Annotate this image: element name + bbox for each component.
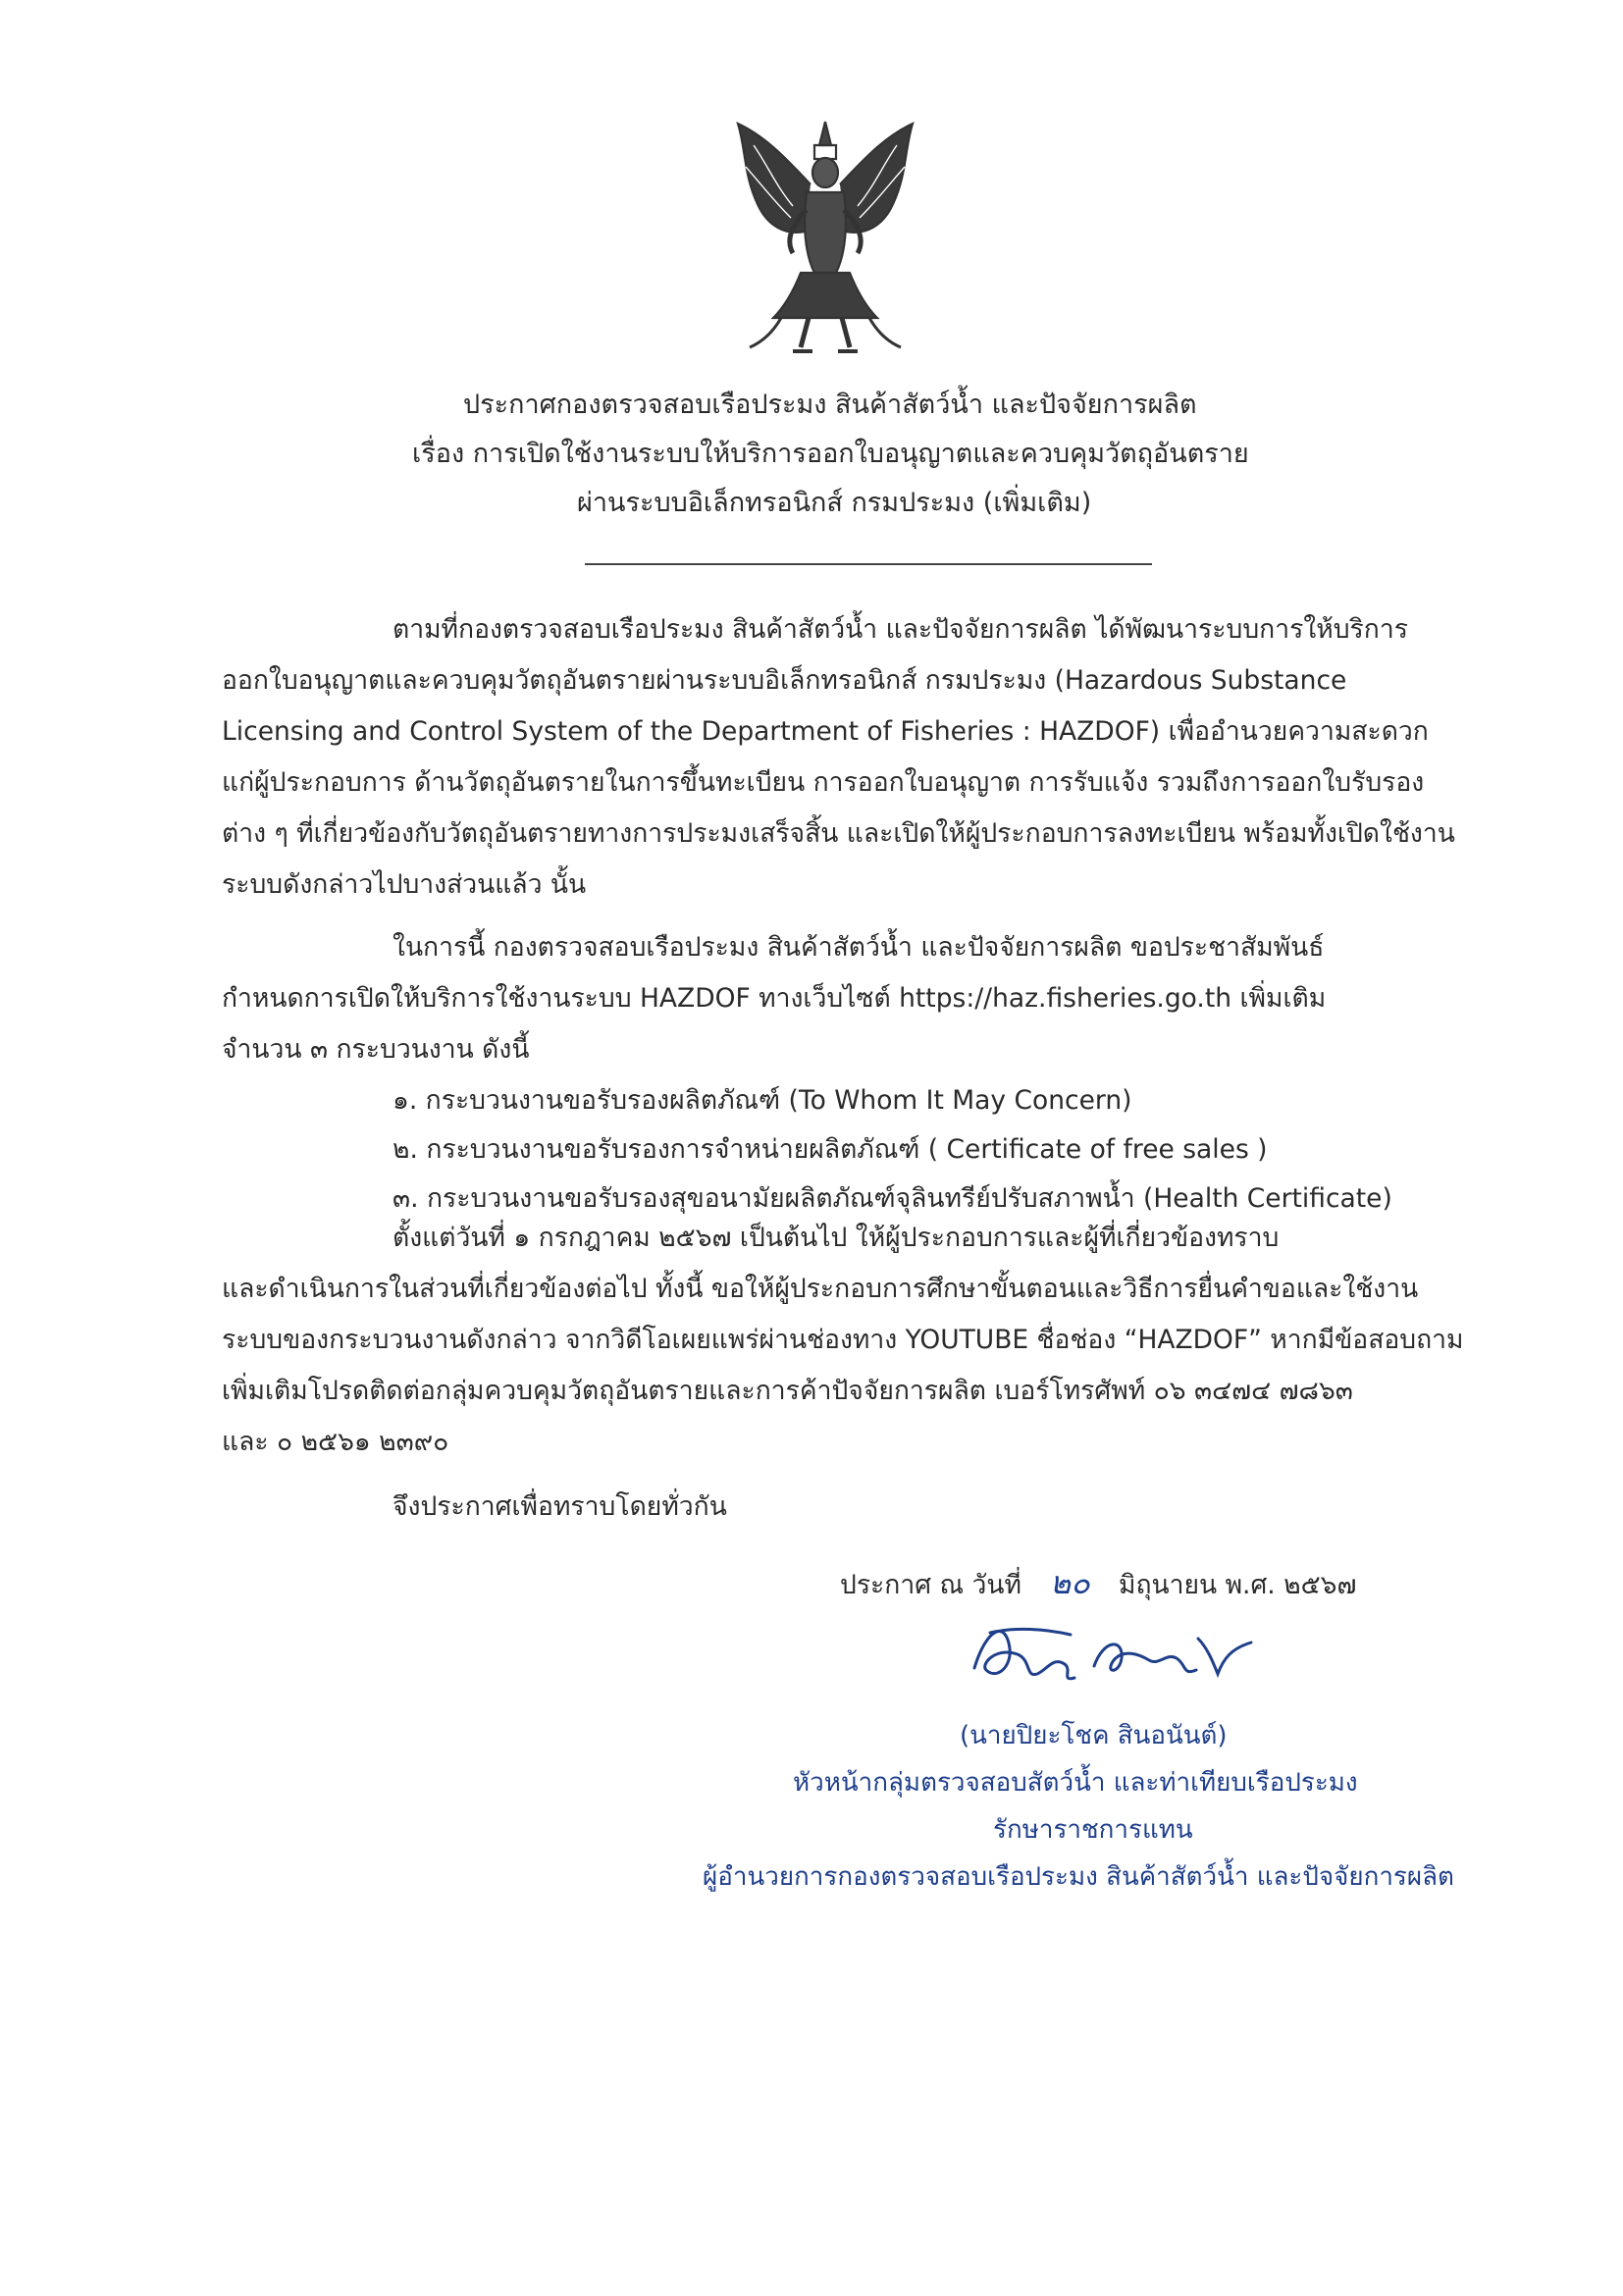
signatory-name: (นายปิยะโชค สินอนันต์) (960, 1721, 1228, 1750)
list-item: ๓. กระบวนงานขอรับรองสุขอนามัยผลิตภัณฑ์จุลินทรีย์ปรับสภาพน้ำ (Health Certificate) (393, 1183, 1392, 1214)
paragraph3-line: ระบบของกระบวนงานดังกล่าว จากวิดีโอเผยแพร่ผ่านช่องทาง YOUTUBE ชื่อช่อง “HAZDOF” หากมีข้อสอบถาม (222, 1325, 1464, 1355)
date-prefix: ประกาศ ณ วันที่ (840, 1570, 1021, 1600)
announcement-subject-line2: ผ่านระบบอิเล็กทรอนิกส์ กรมประมง (เพิ่มเติม) (577, 488, 1092, 518)
garuda-emblem-icon (724, 116, 926, 361)
paragraph1-line: ต่าง ๆ ที่เกี่ยวข้องกับวัตถุอันตรายทางการประมงเสร็จสิ้น และเปิดให้ผู้ประกอบการลงทะเบียน พร้อมทั้งเปิดใช้งาน (222, 818, 1455, 849)
list-item: ๒. กระบวนงานขอรับรองการจำหน่ายผลิตภัณฑ์ ( Certificate of free sales ) (393, 1134, 1268, 1165)
announcement-title-line1: ประกาศกองตรวจสอบเรือประมง สินค้าสัตว์น้ำ และปัจจัยการผลิต (463, 390, 1197, 420)
paragraph2-line: จำนวน ๓ กระบวนงาน ดังนี้ (222, 1034, 530, 1065)
paragraph3-line: เพิ่มเติมโปรดติดต่อกลุ่มควบคุมวัตถุอันตรายและการค้าปัจจัยการผลิต เบอร์โทรศัพท์ ๐๖ ๓๔๗๔ ๗๘๖๓ (222, 1376, 1353, 1406)
paragraph1-line: Licensing and Control System of the Department of Fisheries : HAZDOF) เพื่ออำนวยความสะดวก (222, 716, 1429, 747)
list-item: ๑. กระบวนงานขอรับรองผลิตภัณฑ์ (To Whom It May Concern) (393, 1085, 1132, 1116)
title-divider (585, 563, 1152, 565)
paragraph2-line: ในการนี้ กองตรวจสอบเรือประมง สินค้าสัตว์น้ำ และปัจจัยการผลิต ขอประชาสัมพันธ์ (393, 932, 1325, 963)
paragraph1-line: แก่ผู้ประกอบการ ด้านวัตถุอันตรายในการขึ้นทะเบียน การออกใบอนุญาต การรับแจ้ง รวมถึงการออกใบรับรอง (222, 767, 1425, 798)
signature-icon (967, 1609, 1261, 1697)
paragraph3-line: และ ๐ ๒๕๖๑ ๒๓๙๐ (222, 1427, 449, 1457)
paragraph3-line: ตั้งแต่วันที่ ๑ กรกฎาคม ๒๕๖๗ เป็นต้นไป ให้ผู้ประกอบการและผู้ที่เกี่ยวข้องทราบ (393, 1223, 1280, 1253)
paragraph2-line: กำหนดการเปิดให้บริการใช้งานระบบ HAZDOF ทางเว็บไซต์ https://haz.fisheries.go.th เพิ่มเติม (222, 983, 1327, 1014)
date-day-handwritten: ๒๐ (1050, 1564, 1090, 1601)
date-month-year: มิถุนายน พ.ศ. ๒๕๖๗ (1119, 1570, 1357, 1600)
signatory-position-director: ผู้อำนวยการกองตรวจสอบเรือประมง สินค้าสัตว์น้ำ และปัจจัยการผลิต (703, 1862, 1454, 1892)
closing-text: จึงประกาศเพื่อทราบโดยทั่วกัน (393, 1491, 727, 1522)
paragraph1-line: ออกใบอนุญาตและควบคุมวัตถุอันตรายผ่านระบบอิเล็กทรอนิกส์ กรมประมง (Hazardous Substance (222, 665, 1347, 696)
paragraph3-line: และดำเนินการในส่วนที่เกี่ยวข้องต่อไป ทั้งนี้ ขอให้ผู้ประกอบการศึกษาขั้นตอนและวิธีการยื่นคำขอและใช้งาน (222, 1274, 1419, 1304)
signatory-position: หัวหน้ากลุ่มตรวจสอบสัตว์น้ำ และท่าเทียบเรือประมง (793, 1768, 1358, 1798)
signatory-acting: รักษาราชการแทน (993, 1815, 1193, 1845)
announcement-subject-line: เรื่อง การเปิดใช้งานระบบให้บริการออกใบอนุญาตและควบคุมวัตถุอันตราย (412, 439, 1249, 469)
paragraph1-line: ตามที่กองตรวจสอบเรือประมง สินค้าสัตว์น้ำ และปัจจัยการผลิต ได้พัฒนาระบบการให้บริการ (393, 614, 1408, 645)
paragraph1-line: ระบบดังกล่าวไปบางส่วนแล้ว นั้น (222, 869, 587, 900)
